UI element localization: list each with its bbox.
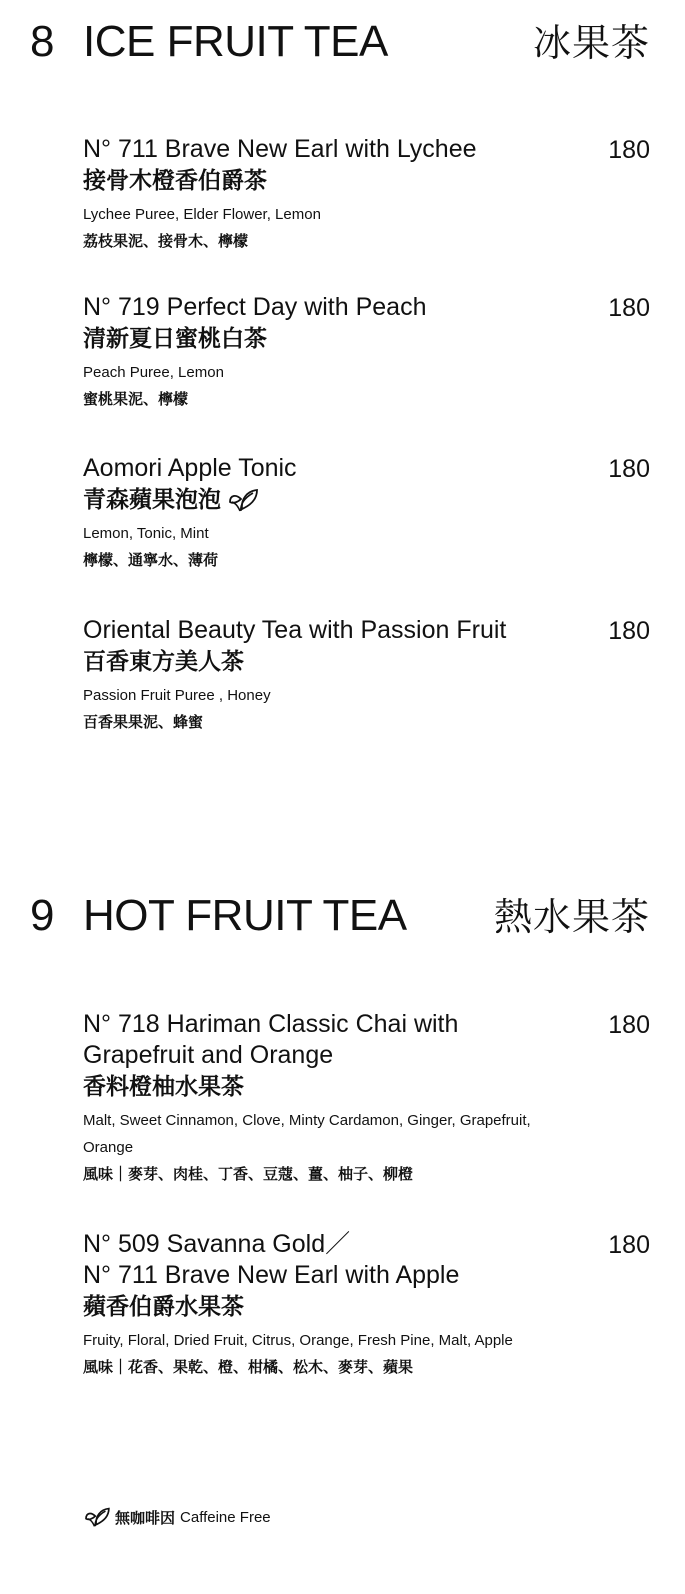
item-name-zh: 香料橙柚水果茶 bbox=[83, 1074, 244, 1100]
item-price: 180 bbox=[608, 294, 650, 322]
item-description: Malt, Sweet Cinnamon, Clove, Minty Cardamon, Ginger, Grapefruit, Orange bbox=[83, 1112, 531, 1156]
section-number: 9 bbox=[30, 891, 55, 940]
item-name: Oriental Beauty Tea with Passion Fruit bbox=[83, 616, 507, 644]
section-header-ice-fruit-tea bbox=[0, 14, 685, 74]
item-description: Lemon, Tonic, Mint bbox=[83, 525, 209, 542]
leaf-icon bbox=[227, 487, 259, 513]
section-title-zh: 冰果茶 bbox=[532, 21, 650, 65]
item-description-zh: 檸檬、通寧水、薄荷 bbox=[83, 551, 219, 569]
item-description: Passion Fruit Puree , Honey bbox=[83, 687, 271, 704]
item-name-line: N° 711 Brave New Earl with Apple bbox=[83, 1261, 460, 1289]
item-name: N° 718 Hariman Classic Chai with Grapefruit and Orange bbox=[83, 1010, 459, 1069]
item-name: Aomori Apple Tonic bbox=[83, 454, 297, 482]
menu-item bbox=[83, 134, 650, 255]
menu-item bbox=[83, 1009, 650, 1188]
menu-item bbox=[83, 615, 650, 736]
item-price: 180 bbox=[608, 1231, 650, 1259]
section-title: HOT FRUIT TEA bbox=[83, 891, 407, 940]
item-description: Peach Puree, Lemon bbox=[83, 364, 224, 381]
item-price: 180 bbox=[608, 455, 650, 483]
section-title: ICE FRUIT TEA bbox=[83, 17, 388, 66]
item-name-zh: 清新夏日蜜桃白茶 bbox=[83, 326, 267, 352]
item-name-zh: 青森蘋果泡泡 bbox=[83, 484, 650, 516]
item-description-zh: 風味｜花香、果乾、橙、柑橘、松木、麥芽、蘋果 bbox=[83, 1358, 414, 1376]
item-description-zh: 蜜桃果泥、檸檬 bbox=[83, 390, 189, 408]
menu-item bbox=[83, 1229, 650, 1381]
section-number: 8 bbox=[30, 17, 55, 66]
item-description-zh: 百香果果泥、蜂蜜 bbox=[83, 713, 204, 731]
item-description: Lychee Puree, Elder Flower, Lemon bbox=[83, 206, 321, 223]
legend-label-zh: 無咖啡因 bbox=[115, 1508, 176, 1527]
menu-item bbox=[83, 292, 650, 413]
item-name-zh: 百香東方美人茶 bbox=[83, 649, 244, 675]
section-header-hot-fruit-tea bbox=[0, 888, 685, 948]
section-title-zh: 熱水果茶 bbox=[493, 895, 650, 939]
item-price: 180 bbox=[608, 1011, 650, 1039]
item-name-zh: 接骨木橙香伯爵茶 bbox=[83, 168, 267, 194]
item-name: N° 719 Perfect Day with Peach bbox=[83, 293, 427, 321]
item-description: Fruity, Floral, Dried Fruit, Citrus, Orange, Fresh Pine, Malt, Apple bbox=[83, 1332, 513, 1349]
item-name: N° 711 Brave New Earl with Lychee bbox=[83, 135, 477, 163]
caffeine-free-legend bbox=[83, 1504, 271, 1530]
item-price: 180 bbox=[608, 617, 650, 645]
leaf-icon bbox=[83, 1506, 111, 1528]
item-description-zh: 風味｜麥芽、肉桂、丁香、豆蔻、薑、柚子、柳橙 bbox=[83, 1165, 414, 1183]
menu-item bbox=[83, 453, 650, 574]
item-name-line: N° 509 Savanna Gold／ bbox=[83, 1230, 351, 1258]
item-price: 180 bbox=[608, 136, 650, 164]
item-description-zh: 荔枝果泥、接骨木、檸檬 bbox=[83, 232, 249, 250]
legend-label-en: Caffeine Free bbox=[180, 1508, 271, 1526]
item-name bbox=[83, 1229, 573, 1291]
item-name-zh: 蘋香伯爵水果茶 bbox=[83, 1294, 244, 1320]
